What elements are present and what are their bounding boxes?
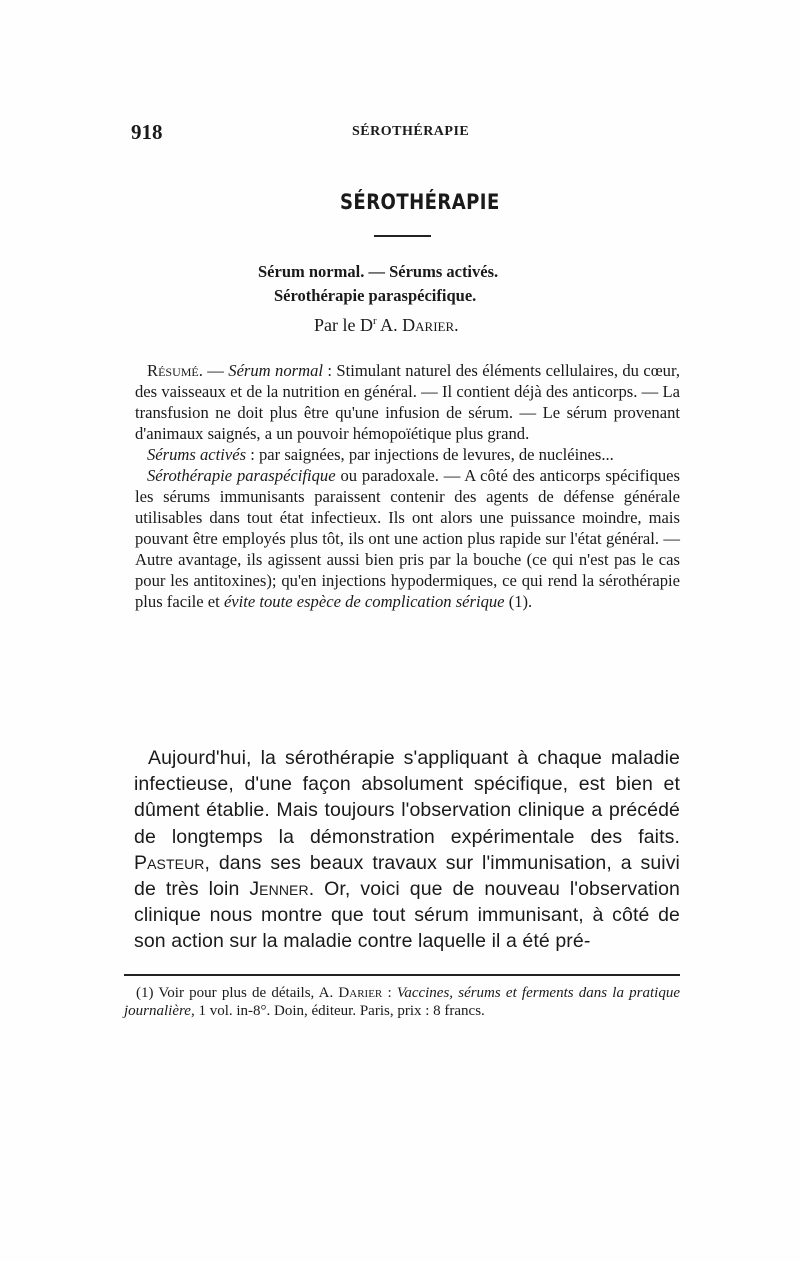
main-text-part-2: , dans ses beaux travaux sur l'immunisation, a suivi de très loin <box>134 851 680 901</box>
resume-paragraph-1 <box>135 360 680 444</box>
resume-serum-normal: Sérum normal <box>228 361 323 380</box>
title-rule <box>374 235 431 237</box>
resume-p3-end: (1). <box>504 592 533 611</box>
resume-dash: — <box>202 361 229 380</box>
footnote-rule <box>124 974 680 976</box>
footnote-book-title: Vaccines, sérums et ferments dans la pratique journalière <box>124 985 680 1019</box>
resume-paragraph-2 <box>135 444 680 465</box>
footnote <box>124 984 680 1020</box>
footnote-lead: (1) Voir pour plus de détails, A. <box>136 985 339 1001</box>
chapter-title: SÉROTHÉRAPIE <box>340 190 500 214</box>
resume-block <box>135 360 680 612</box>
name-pasteur: Pasteur <box>134 851 205 874</box>
resume-p1-text: : Stimulant naturel des éléments cellulaires, du cœur, des vaisseaux et de la nutrition en général. — Il contient déjà des anticorps. — La transfusion ne doit plus être qu'une infusion de sérum. — Le sérum provenant d'animaux saignés, a un pouvoir hémopoïétique plus grand. <box>135 361 680 443</box>
author-sup: r <box>372 315 377 327</box>
resume-p2-text: : par saignées, par injections de levures, de nucléines... <box>246 445 614 464</box>
author-line <box>314 315 459 336</box>
resume-serums-actives: Sérums activés <box>147 445 247 464</box>
author-name: Darier. <box>402 315 459 335</box>
main-paragraph <box>134 745 680 955</box>
footnote-sep: : <box>382 985 397 1001</box>
main-text-part-1: Aujourd'hui, la sérothérapie s'appliquant à chaque maladie infectieuse, d'une façon absolument spécifique, est bien et dûment établie. Mais toujours l'observation clinique a précédé de longtemps la démonstration expérimentale des faits. <box>134 747 680 848</box>
footnote-paragraph <box>124 984 680 1020</box>
name-jenner: Jenner <box>249 878 309 901</box>
subtitle-line-2: Sérothérapie paraspécifique. <box>274 286 477 305</box>
main-body <box>134 745 680 955</box>
running-title: SÉROTHÉRAPIE <box>352 124 470 139</box>
subtitle-line-1: Sérum normal. — Sérums activés. <box>258 262 499 281</box>
resume-label: Résumé. <box>147 361 203 380</box>
author-prefix: Par le D <box>314 315 373 335</box>
footnote-rest: , 1 vol. in-8°. Doin, éditeur. Paris, prix : 8 francs. <box>190 1003 485 1019</box>
page-number: 918 <box>131 120 163 144</box>
resume-paragraph-3 <box>135 465 680 612</box>
resume-p3-italic-end: évite toute espèce de complication sérique <box>223 592 505 611</box>
author-initial: A. <box>376 315 403 335</box>
resume-p3-text: ou paradoxale. — A côté des anticorps spécifiques les sérums immunisants paraissent contenir des agents de défense générale utilisables dans tout état infectieux. Ils ont alors une puissance moindre, mais pouvant être employés plus tôt, ils ont une action plus rapide sur l'état général. — Autre avantage, ils agissent aussi bien pris par la bouche (ce qui n'est pas le cas pour les antitoxines); qu'en injections hypodermiques, ce qui rend la sérothérapie plus facile et <box>135 466 680 611</box>
main-text-part-3: . Or, voici que de nouveau l'observation clinique nous montre que tout sérum immunisant, à côté de son action sur la maladie contre laquelle il a été pré- <box>134 878 680 953</box>
footnote-author: Darier <box>338 985 383 1001</box>
resume-serotherapie-paraspecifique: Sérothérapie paraspécifique <box>147 466 336 485</box>
